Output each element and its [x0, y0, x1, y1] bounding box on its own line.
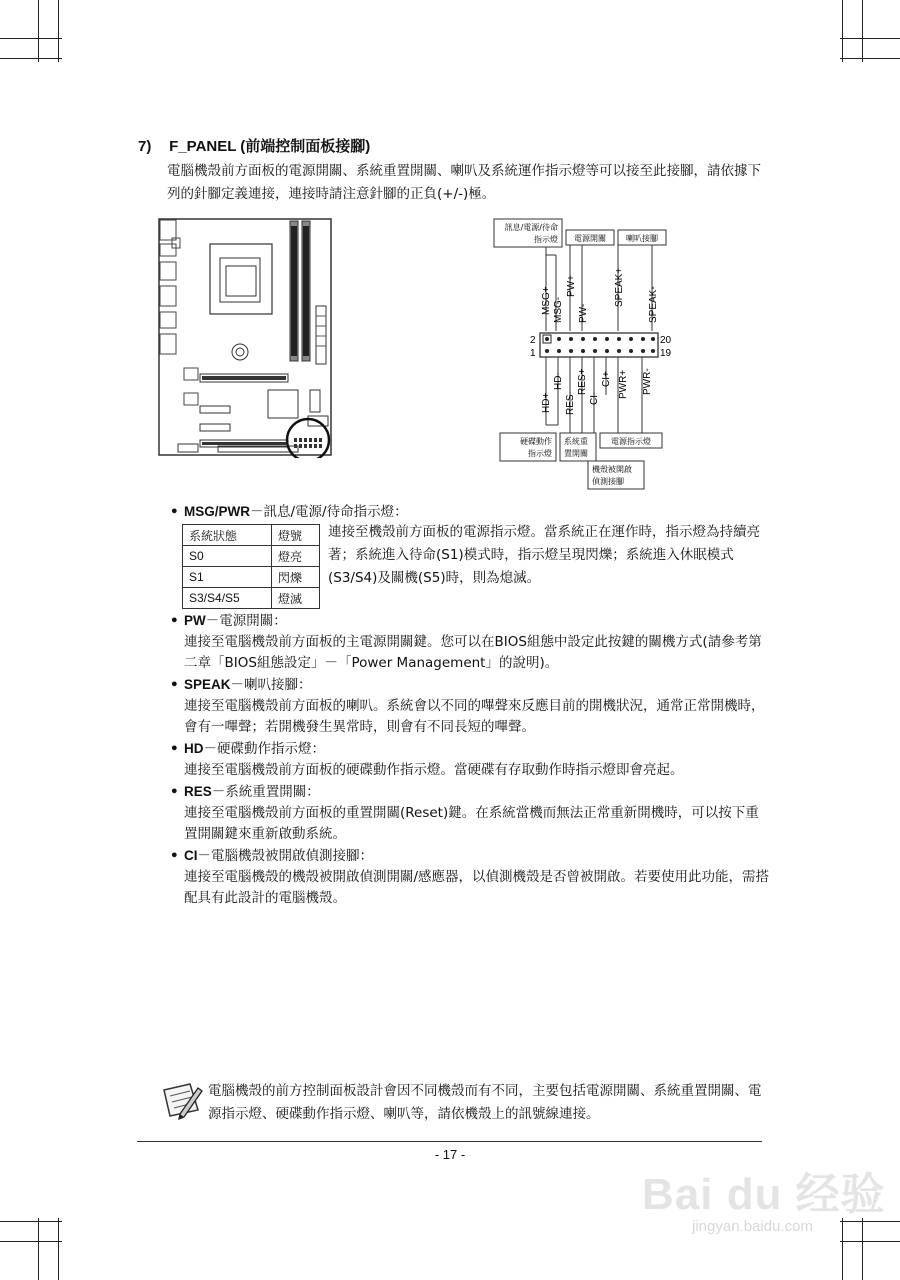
bullet-icon: • [170, 677, 179, 693]
pin-number-19: 19 [660, 348, 672, 359]
bullet-icon: • [170, 613, 179, 629]
table-row [183, 525, 320, 546]
label-hdd-line1: 硬碟動作 [520, 437, 552, 446]
crop-mark [862, 1218, 863, 1280]
table-row [183, 546, 320, 567]
bullet-description: 連接至電腦機殼前方面板的主電源開關鍵。您可以在BIOS組態中設定此按鍵的關機方式(請參考第二章「BIOS組態設定」－「Power Management」的說明)。 [184, 634, 762, 671]
table-header-state: 系統狀態 [183, 525, 272, 546]
table-cell: S3/S4/S5 [183, 588, 272, 609]
crop-mark [862, 0, 863, 62]
crop-mark [840, 1241, 900, 1242]
label-power-led: 電源指示燈 [611, 437, 651, 446]
page-number: - 17 - [434, 1147, 466, 1162]
pin-pwr-minus: PWR- [642, 368, 653, 395]
led-state-table [182, 524, 320, 609]
note-text: 電腦機殼的前方控制面板設計會因不同機殼而有不同，主要包括電源開關、系統重置開關、電源指示燈、硬碟動作指示燈、喇叭等，請依機殼上的訊號線連接。 [208, 1083, 762, 1122]
crop-mark [58, 1218, 59, 1280]
crop-mark [0, 58, 62, 59]
pin-description-list [170, 610, 770, 909]
list-item [170, 845, 770, 909]
table-cell: S0 [183, 546, 272, 567]
table-header-led: 燈號 [272, 525, 320, 546]
section-heading [138, 135, 370, 156]
bullet-suffix: －硬碟動作指示燈： [203, 741, 325, 757]
msg-pwr-label: MSG/PWR [184, 504, 250, 519]
table-cell: 燈滅 [272, 588, 320, 609]
table-cell: 燈亮 [272, 546, 320, 567]
footer-divider [137, 1141, 762, 1142]
table-cell: S1 [183, 567, 272, 588]
crop-mark [38, 0, 39, 62]
pin-speak-plus: SPEAK+ [614, 267, 625, 307]
crop-mark [842, 1218, 843, 1280]
crop-mark [842, 0, 843, 62]
list-item [170, 674, 770, 738]
list-item [170, 781, 770, 845]
msg-pwr-suffix: －訊息/電源/待命指示燈： [250, 504, 408, 520]
table-row [183, 588, 320, 609]
bullet-description: 連接至電腦機殼的機殼被開啟偵測開關/感應器，以偵測機殼是否曾被開啟。若要使用此功能，需搭配具有此設計的電腦機殼。 [184, 869, 770, 906]
bullet-suffix: －電腦機殼被開啟偵測接腳： [197, 848, 373, 864]
pin-msg-plus: MSG+ [541, 286, 552, 315]
label-reset-line2: 置開關 [564, 449, 588, 458]
pin-number-20: 20 [660, 335, 672, 346]
pin-hd-minus: HD- [553, 372, 564, 390]
watermark-url: jingyan.baidu.com [692, 1218, 813, 1235]
crop-mark [38, 1218, 39, 1280]
crop-mark [0, 1241, 62, 1242]
list-item [170, 610, 770, 674]
pin-speak-minus: SPEAK- [648, 286, 659, 323]
pin-res-plus: RES+ [577, 368, 588, 395]
bullet-label: PW [184, 613, 206, 628]
bullet-icon: • [170, 784, 179, 800]
pin-number-1: 1 [530, 348, 536, 359]
motherboard-diagram [158, 218, 338, 458]
section-title: F_PANEL (前端控制面板接腳) [169, 138, 371, 155]
bullet-suffix: －喇叭接腳： [230, 677, 312, 693]
msg-pwr-description: 連接至機殼前方面板的電源指示燈。當系統正在運作時，指示燈為持續亮著；系統進入待命(S1)模式時，指示燈呈現閃爍；系統進入休眠模式(S3/S4)及關機(S5)時，則為熄滅。 [328, 524, 760, 586]
f-panel-pinout-diagram [492, 215, 682, 495]
pin-pwr-plus: PWR+ [618, 369, 629, 399]
label-speaker: 喇叭接腳 [626, 234, 658, 243]
label-ci-line1: 機殼被開啟 [592, 465, 632, 474]
section-intro: 電腦機殼前方面板的電源開關、系統重置開關、喇叭及系統運作指示燈等可以接至此接腳，請依據下列的針腳定義連接，連接時請注意針腳的正負(+/-)極。 [167, 163, 761, 202]
bullet-description: 連接至電腦機殼前方面板的硬碟動作指示燈。當硬碟有存取動作時指示燈即會亮起。 [184, 762, 684, 778]
bullet-label: SPEAK [184, 677, 231, 692]
pin-pw-minus: PW- [578, 303, 589, 323]
bullet-icon: • [170, 741, 179, 757]
msg-pwr-heading [170, 500, 408, 520]
bullet-label: HD [184, 741, 204, 756]
watermark-logo: Bai du 经验 [642, 1170, 886, 1219]
list-item [170, 738, 770, 781]
label-hdd-line2: 指示燈 [528, 449, 552, 458]
crop-mark [840, 38, 900, 39]
bullet-description: 連接至電腦機殼前方面板的喇叭。系統會以不同的嗶聲來反應目前的開機狀況，通常正常開機時，會有一嗶聲；若開機發生異常時，則會有不同長短的嗶聲。 [184, 698, 765, 735]
pin-hd-plus: HD+ [541, 392, 552, 413]
section-number: 7) [138, 138, 152, 155]
pin-msg-minus: MSG- [553, 296, 564, 323]
pin-number-2: 2 [530, 335, 536, 346]
bullet-description: 連接至電腦機殼前方面板的重置開關(Reset)鍵。在系統當機而無法正常重新開機時，可以按下重置開關鍵來重新啟動系統。 [184, 805, 759, 842]
bullet-label: RES [184, 784, 212, 799]
crop-mark [58, 0, 59, 62]
table-row [183, 567, 320, 588]
note-pencil-icon [160, 1080, 204, 1120]
bullet-label: CI [184, 848, 198, 863]
bullet-suffix: －電源開關： [205, 613, 287, 629]
pin-ci-minus: CI- [589, 391, 600, 405]
pin-res-minus: RES- [565, 391, 576, 415]
crop-mark [0, 1221, 62, 1222]
label-msg-top-line2: 指示燈 [534, 235, 558, 244]
label-power-switch: 電源開關 [574, 234, 606, 243]
bullet-icon: • [170, 504, 179, 520]
pin-ci-plus: CI+ [601, 371, 612, 387]
table-cell: 閃爍 [272, 567, 320, 588]
label-msg-top-line1: 訊息/電源/待命 [504, 223, 558, 232]
label-reset-line1: 系統重 [564, 437, 588, 446]
crop-mark [840, 58, 900, 59]
bullet-icon: • [170, 848, 179, 864]
bullet-suffix: －系統重置開關： [211, 784, 320, 800]
label-ci-line2: 偵測接腳 [592, 477, 624, 486]
pin-pw-plus: PW+ [566, 275, 577, 297]
crop-mark [0, 38, 62, 39]
